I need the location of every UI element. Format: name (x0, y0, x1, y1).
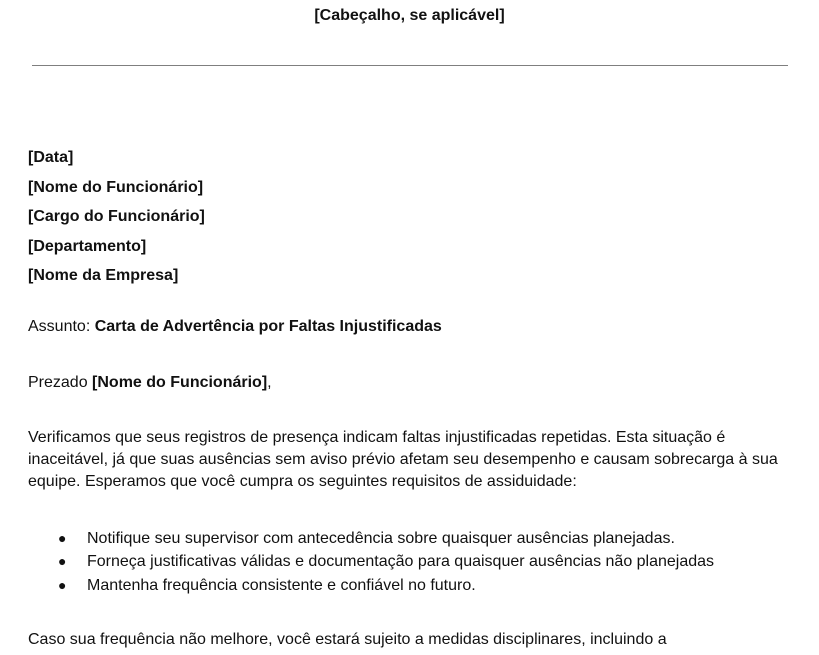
list-item (28, 574, 792, 598)
requirements-list (28, 527, 792, 598)
department-field: [Departamento] (28, 237, 147, 255)
header-divider (32, 65, 788, 66)
bullet-icon: ● (58, 553, 67, 569)
list-item-text: Forneça justificativas válidas e documentação para quaisquer ausências não planejadas (87, 553, 715, 570)
company-name-field: [Nome da Empresa] (28, 267, 179, 284)
employee-role-field: [Cargo do Funcionário] (28, 208, 205, 225)
subject-line (28, 315, 792, 339)
subject-label: Assunto: (28, 317, 91, 335)
bullet-icon: ● (58, 529, 67, 546)
bullet-icon: ● (58, 576, 67, 593)
list-item (28, 550, 792, 574)
employee-name-field: [Nome do Funcionário] (28, 178, 204, 196)
salutation-punct: , (267, 373, 272, 391)
list-item (28, 527, 792, 551)
recipient-block (28, 146, 792, 294)
salutation-name: [Nome do Funcionário] (92, 373, 268, 391)
subject-text: Carta de Advertência por Faltas Injustificadas (94, 317, 442, 335)
list-item-text: Mantenha frequência consistente e confiável no futuro. (87, 576, 476, 594)
intro-paragraph: Verificamos que seus registros de presença indicam faltas injustificadas repetidas. Esta situação é inaceitável, já que suas ausências sem aviso prévio afetam seu desempenho e causam sobrecarga à sua equipe. Esperamos que você cumpra os seguintes requisitos de assiduidade: (28, 428, 778, 490)
salutation (28, 371, 792, 395)
letter-body (28, 146, 792, 651)
document-header: [Cabeçalho, se aplicável] (314, 7, 505, 24)
consequence-paragraph: Caso sua frequência não melhore, você estará sujeito a medidas disciplinares, incluindo a (28, 631, 667, 648)
list-item-text: Notifique seu supervisor com antecedência sobre quaisquer ausências planejadas. (87, 529, 675, 547)
date-field: [Data] (28, 149, 74, 166)
salutation-greeting: Prezado (28, 373, 88, 391)
